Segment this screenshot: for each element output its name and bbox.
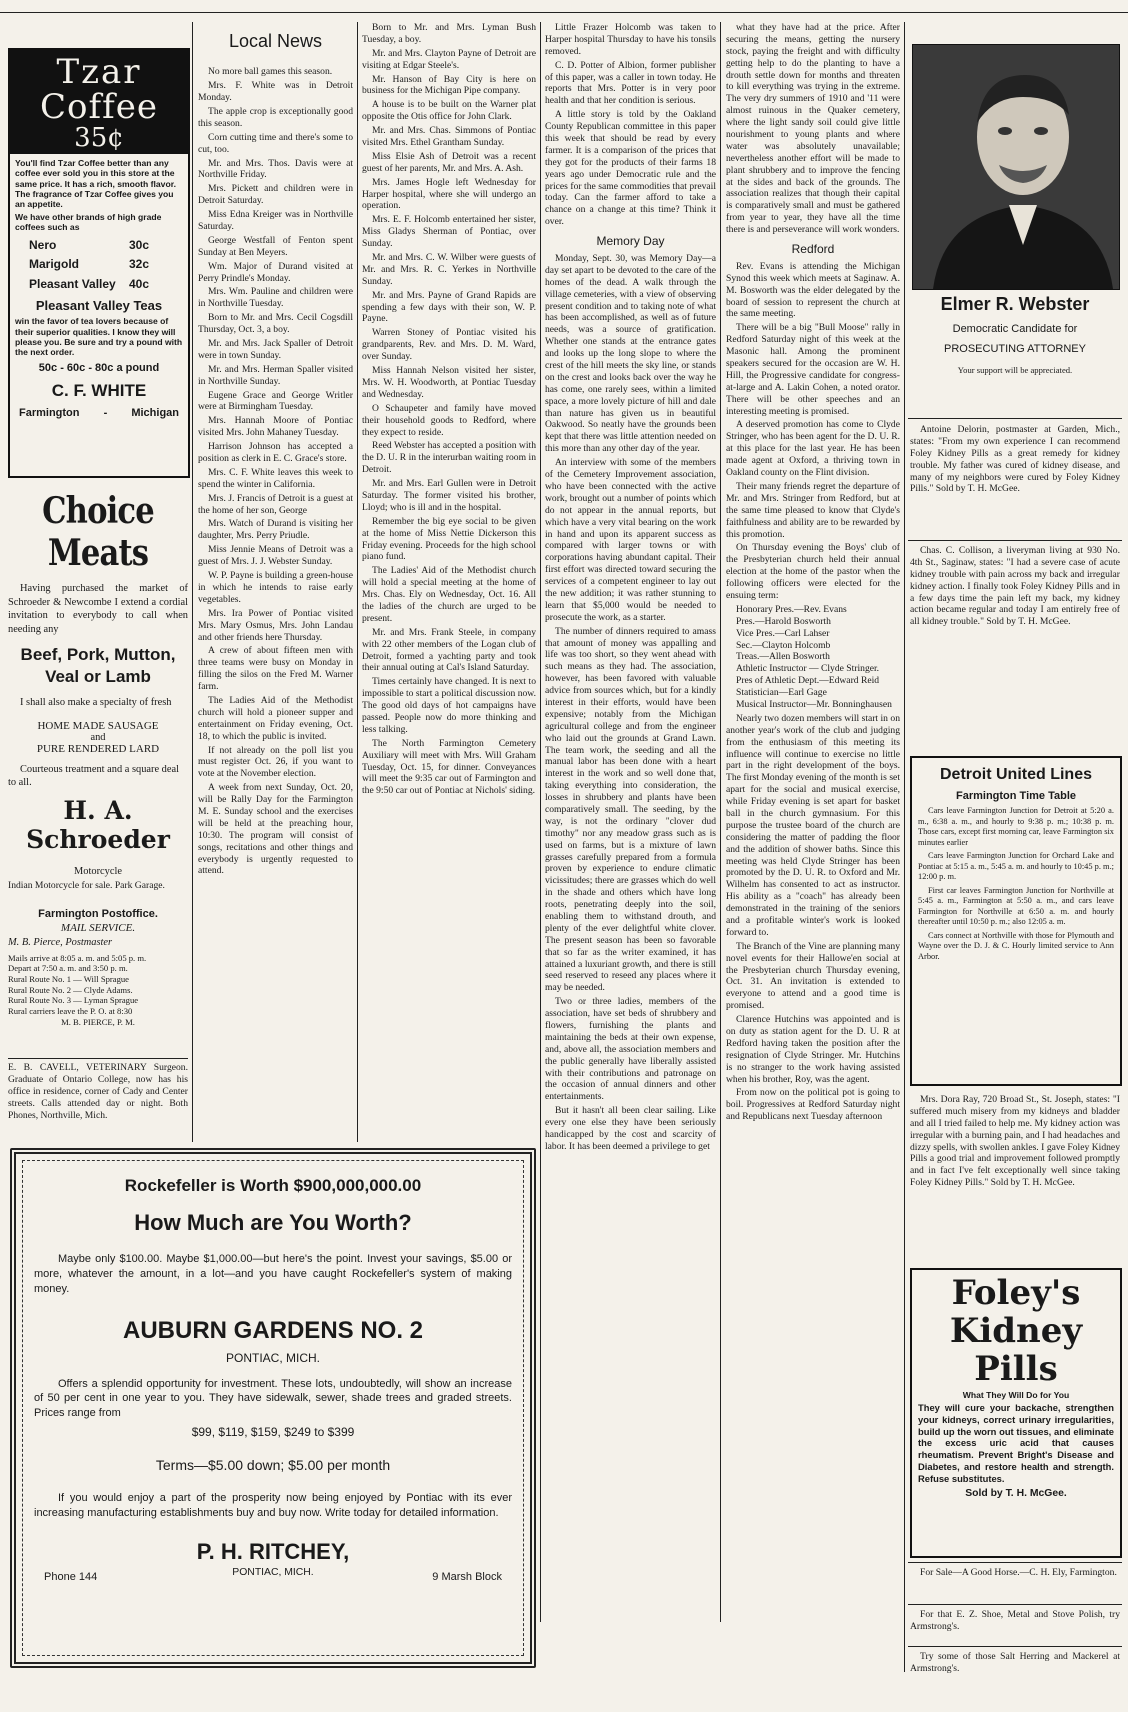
news-item: Mr. and Mrs. Clayton Payne of Detroit are visiting at Edgar Steele's. xyxy=(362,47,536,71)
postoffice-line: Rural Route No. 2 — Clyde Adams. xyxy=(8,984,133,995)
classified-2 xyxy=(910,1609,1120,1643)
column-rule xyxy=(192,22,193,1142)
foley-testimonial-text: Chas. C. Collison, a liveryman living at 930 No. 4th St., Saginaw, states: "I had a severe case of acute kidney trouble with pain across my back and irregular kidney action. I finally took Foley Kidney Pills and in a few days time the pain left my back, my kidney action became regular and today I am entirely free of all kidney trouble." Sold by T. H. McGee. xyxy=(910,545,1120,628)
news-item: Miss Edna Kreiger was in Northville Saturday. xyxy=(198,209,353,232)
auburn-intro: Maybe only $100.00. Maybe $1,000.00—but here's the point. Invest your savings, $5.00 or more, whatever the amount, in a lot—and you have caught Rockefeller's system of making money. xyxy=(34,1253,512,1295)
news-item: Eugene Grace and George Writler were at Birmingham Tuesday. xyxy=(198,389,353,413)
memorial-paragraph: An interview with some of the members of the Cemetery Improvement association, who have been connected with the active work, brought out a number of points which do not appear in the annual reports, but which have a very vital bearing on the work in hand and upon its apparent success as compared with larger towns or with corporations having abundant capital. Their first effort was directed toward securing the services of a competent engineer to lay out the new addition; it was rather stunning to learn that $5,000 would be needed to prosecute the work, as a starter. xyxy=(545,457,716,623)
memorial-heading: Memory Day xyxy=(596,234,665,249)
cavell-notice xyxy=(8,1062,188,1142)
news-item: The Ladies Aid of the Methodist church will hold a pioneer supper and entertainment on Friday evening, Oct. 18, to which the public is invited. xyxy=(198,694,353,742)
redford-item: There will be a big "Bull Moose" rally in Redford Saturday night of this week at the Masonic hall. Among the prominent speakers secured for the occasion are W. H. Hill, the Progressive candidate for congress-at-large and A. Lakin Cohen, a noted orator. There will be other speeches and an interesting meeting is promised. xyxy=(726,322,900,417)
moto-title: Motorcycle xyxy=(74,865,122,877)
webster-support: Your support will be appreciated. xyxy=(957,365,1073,375)
teas-body: win the favor of tea lovers because of their superior qualities. I know they will please you. Be sure and try a pound with the next order. xyxy=(15,316,183,358)
column-rule xyxy=(357,22,358,1142)
news-item: Mrs. James Hogle left Wednesday for Harper hospital, where she will undergo an operation. xyxy=(362,176,536,212)
dul-title: Detroit United Lines xyxy=(939,766,1092,783)
merchant-name: C. F. WHITE xyxy=(51,380,147,400)
memorial-paragraph: Monday, Sept. 30, was Memory Day—a day set apart to be devoted to the care of the homes of the dead. A walk through the village cemeteries, with a view of observing present condition and to taking note of what has been accomplished, as well as of future needs, was a source of gratification. Whether one stands at the entrance gates and looks up the long slope to where the crest of the hill meets the sky line, or stands on the crest and looks back over the way he has come, one rarely sees, within a limited space, a more lovely picture of hill and dale than nature has given us in beautiful Oakwood. So neatly have the grounds been kept that there was little attention needed on this more than any other day of the year. xyxy=(545,253,716,455)
foley-title-2: Kidney xyxy=(949,1311,1083,1351)
dul-paragraph: Cars leave Farmington Junction for Detroit at 5:20 a. m., 6:38 a. m., and hourly to 9:38 p. m.; 10:38 p. m. Those cars, except first morning car, leave Farmington six minutes earlier xyxy=(918,806,1114,847)
officer-line: Honorary Pres.—Rev. Evans xyxy=(736,603,847,615)
brand-price: 32c xyxy=(129,257,150,272)
news-item: If not already on the poll list you must register Oct. 26, if you want to vote at the November election. xyxy=(198,744,353,780)
dul-timetable xyxy=(910,756,1122,1086)
brand-name: Nero xyxy=(29,238,57,253)
postoffice-line: Rural carriers leave the P. O. at 8:30 xyxy=(8,1006,133,1017)
auburn-title: AUBURN GARDENS NO. 2 xyxy=(122,1316,424,1344)
dul-paragraph: First car leaves Farmington Junction for Northville at 5:45 a. m., Farmington at 5:50 a. m., and cars leave Farmington for Northville at 6:50 a. m. and hourly thereafter until 10:50 p. m.; also 12:05 a. m. xyxy=(918,885,1114,926)
dul-subtitle: Farmington Time Table xyxy=(956,790,1076,802)
news-item: Mrs. Watch of Durand is visiting her daughter, Mrs. Perry Priudle. xyxy=(198,518,353,542)
memorial-paragraph: Two or three ladies, members of the association, have set beds of shrubbery and flowers, furnishing the plants and maintaining the beds at their own expense, and, above all, the association members and the public generally have liberally assisted with their contributions and patronage on the occasion of annual dinners and other entertainments. xyxy=(545,996,716,1103)
divider xyxy=(908,418,1122,419)
postoffice-postmaster: M. B. Pierce, Postmaster xyxy=(8,936,113,948)
tzar-body: You'll find Tzar Coffee better than any coffee ever sold you in this store at the same price. It has a rich, smooth flavor. The fragrance of Tzar Coffee gives you an appetite. xyxy=(15,158,176,210)
brand-row xyxy=(29,275,183,294)
divider xyxy=(908,1646,1122,1647)
redford-item: Nearly two dozen members will start in on another year's work of the club and judging from the enthusiasm of this meeting its influence will continue to exercise no little part in the right development of the boys. The first Monday evening of the month is set apart for the social and musical exercise, while Friday evening is set apart for basket ball in the church gymnasium. For this purpose the trustee board of the church are considering the matter of padding the floor and the addition of shower baths. Since this meeting was held Clyde Stringer has been promoted by the D. U. R. to Oxford and Mr. Wilhelm has consented to act as instructor. His ability as a "coach" has already been demonstrated in the training of the seniors and a profitable winter's work is looked forward to. xyxy=(726,712,900,938)
local-news-heading: Local News xyxy=(228,31,323,51)
news-item: Mrs. Wm. Pauline and children were in Northville Tuesday. xyxy=(198,286,353,310)
postoffice-box xyxy=(8,908,188,1048)
divider xyxy=(908,1562,1122,1563)
news-item: Born to Mr. and Mrs. Cecil Cogsdill Thursday, Oct. 3, a boy. xyxy=(198,312,353,336)
auburn-closing: If you would enjoy a part of the prosperity now being enjoyed by Pontiac with its ever increasing manufacturing establishments buy and buy now. Write today for detailed information. xyxy=(34,1492,512,1519)
memorial-paragraph: The number of dinners required to amass that amount of money was appalling and life was too short, so they went ahead with such means as they had. The association, however, has been favored with valuable advice from sources which, but for a kindly interest in their efforts, would have been expensive; notably from the Michigan agricultural college and from the engineer who laid out the grounds at Grand Lawn. The team work, the seeding and all the manual labor has been done with a heart interest in the work and so well done that, taking everything into consideration, the losses in shrubbery and plants have been comparatively small. The seeding, by the way, is not the ordinary "clover dud timothy" nor any meadow grass such as is used on farms, but is a mixture of lawn grasses carefully prepared from a formula proven by experience to endure climatic vicissitudes; there are grasses which do well in the shade and others which have long roots, penetrating deeply into the soil, enabling them to withstand drouth, and plenty of the ever delightful white clover. The present season has been so favorable that so far as the writer examined, it has attained a luxuriant growth, and there is still seed reserved to reseed any places where it may be needed. xyxy=(545,625,716,994)
news-item: Miss Elsie Ash of Detroit was a recent guest of her parents, Mr. and Mrs. A. Ash. xyxy=(362,150,536,174)
officer-line: Statistician—Earl Gage xyxy=(736,687,827,699)
officer-line: Vice Pres.—Carl Lahser xyxy=(736,627,830,639)
news-item: The North Farmington Cemetery Auxiliary will meet with Mrs. Will Graham Tuesday, Oct. 15, for dinner. Conveyances will meet the 9:35 car out of Farmington and the 9:50 car out of Pontiac at Nichols' siding. xyxy=(362,737,536,797)
brand-price: 40c xyxy=(129,276,150,291)
news-item: Wm. Major of Durand visited at Perry Prindle's Monday. xyxy=(198,260,353,284)
news-item: O Schaupeter and family have moved their household goods to Redford, where they expect to reside. xyxy=(362,402,536,438)
news-item: Mrs. Pickett and children were in Detroit Saturday. xyxy=(198,183,353,207)
redford-item: The Branch of the Vine are planning many novel events for their Hallowe'en social at the Presbyterian church Thursday evening, Oct. 31. An invitation is extended to everyone to attend and a good time is promised. xyxy=(726,940,900,1012)
news-item: Miss Hannah Nelson visited her sister, Mrs. W. H. Woodworth, at Pontiac Tuesday and Wednesday. xyxy=(362,365,536,400)
top-rule xyxy=(0,12,1128,13)
dul-paragraph: Cars leave Farmington Junction for Orchard Lake and Pontiac at 5:15 a. m., 5:45 a. m. and hourly to 10:45 p. m.; 12:00 p. m. xyxy=(918,851,1114,881)
brand-row xyxy=(29,236,183,255)
news-item: The apple crop is exceptionally good this season. xyxy=(198,105,353,129)
foley-testimonial-1 xyxy=(910,424,1120,538)
moto-body: Indian Motorcycle for sale. Park Garage. xyxy=(8,879,165,891)
meats-list: Beef, Pork, Mutton, Veal or Lamb xyxy=(20,645,176,687)
officer-line: Treas.—Allen Bosworth xyxy=(736,651,830,663)
officer-line: Sec.—Clayton Holcomb xyxy=(736,639,831,651)
news-item: Mr. and Mrs. Herman Spaller visited in Northville Sunday. xyxy=(198,363,353,387)
news-item: A house is to be built on the Warner plat opposite the Otis office for John Clark. xyxy=(362,99,536,123)
redford-item: A deserved promotion has come to Clyde Stringer, who has been agent for the D. U. R. at this place for the last year. He has been made agent at Oxford, a thriving town in Oakland county on the Flint division. xyxy=(726,419,900,479)
webster-ad xyxy=(908,294,1122,414)
meats-special: I shall also make a specialty of fresh xyxy=(20,697,172,709)
meats-item-1: HOME MADE SAUSAGE xyxy=(37,719,159,732)
news-item: Warren Stoney of Pontiac visited his grandparents, Rev. and Mrs. D. M. Ward, over Sunday. xyxy=(362,327,536,363)
news-item: A crew of about fifteen men with three teams were busy on Monday in filling the silos on the Fred M. Warner farm. xyxy=(198,645,353,693)
local-news-col-3 xyxy=(545,22,716,1622)
foley-subtitle: What They Will Do for You xyxy=(962,1390,1070,1400)
classified-text: For that E. Z. Shoe, Metal and Stove Polish, try Armstrong's. xyxy=(910,1609,1120,1632)
meats-title: Choice Meats xyxy=(42,490,154,574)
foley-body: They will cure your backache, strengthen your kidneys, correct urinary irregularities, build up the worn out tissues, and eliminate the excess uric acid that causes rheumatism. Prevent Bright's Disease and Diabetes, and restore health and strength. Refuse substitutes. xyxy=(918,1402,1114,1484)
auburn-prices: $99, $119, $159, $249 to $399 xyxy=(191,1425,355,1440)
news-item: No more ball games this season. xyxy=(208,66,333,78)
meats-item-2: PURE RENDERED LARD xyxy=(36,742,160,755)
redford-heading: Redford xyxy=(791,242,835,257)
news-item: Little Frazer Holcomb was taken to Harper hospital Thursday to have his tonsils removed. xyxy=(545,22,716,57)
postoffice-line: Rural Route No. 3 — Lyman Sprague xyxy=(8,995,139,1006)
meats-intro: Having purchased the market of Schroeder & Newcombe I extend a cordial invitation to everybody to call when needing any xyxy=(8,583,188,635)
postoffice-sub: MAIL SERVICE. xyxy=(60,921,136,934)
news-item: W. P. Payne is building a green-house in which he intends to raise early vegetables. xyxy=(198,570,353,605)
webster-name: Elmer R. Webster xyxy=(940,294,1090,314)
local-news-col-1 xyxy=(198,22,353,1142)
merchant-state: Michigan xyxy=(131,407,179,420)
meats-owner: H. A. Schroeder xyxy=(26,795,170,854)
officer-line: Pres.—Harold Bosworth xyxy=(736,615,831,627)
tzar-coffee-ad: Tzar Coffee 35¢ You'll find Tzar Coffee better than any coffee ever sold you in this store at the same price. It has a rich, smooth flavor. The fragrance of Tzar Coffee gives you an appetite. We have other brands of high grade coffees such as Nero 30c Marigold 32c Pleasant Valley 40c Pleasant Valley Teas win the favor of tea lovers because of their superior qualities. I know they will please you. Be sure and try a pound with the next order. 50c - 60c - 80c a pound C. F. WHITE Farmington - Michigan xyxy=(8,48,190,478)
postoffice-line: Mails arrive at 8:05 a. m. and 5:05 p. m. xyxy=(8,952,147,963)
cavell-text: E. B. CAVELL, VETERINARY Surgeon. Graduate of Ontario College, now has his office in residence, corner of Cady and Center streets. Calls attended day or night. Both Phones, Northville, Mich. xyxy=(8,1062,188,1121)
brand-name: Marigold xyxy=(29,257,79,272)
news-item: Mrs. Ira Power of Pontiac visited Mrs. Mary Osmus, Mrs. John Landau and other friends here Thursday. xyxy=(198,607,353,643)
memorial-paragraph: But it hasn't all been clear sailing. Like every one else they have been seriously handicapped by the cost and scarcity of labor. It has been deemed a privilege to get xyxy=(545,1105,716,1152)
tzar-title-1: Tzar xyxy=(56,52,142,92)
foley-title-3: Pills xyxy=(974,1349,1058,1389)
news-item: A week from next Sunday, Oct. 20, will be Rally Day for the Farmington M. E. Sunday school and the exercises will be held at the preaching hour, 10:30. The program will consist of songs, recitations and other things and everybody is urgently requested to attend. xyxy=(198,782,353,877)
tzar-banner xyxy=(10,50,188,154)
postoffice-line: Depart at 7:50 a. m. and 3:50 p. m. xyxy=(8,963,128,974)
news-item: Mr. and Mrs. Thos. Davis were at Northville Friday. xyxy=(198,157,353,181)
foley-testimonial-2 xyxy=(910,545,1120,745)
portrait-image xyxy=(913,45,1119,289)
divider xyxy=(908,540,1122,541)
news-item: Mrs. Hannah Moore of Pontiac visited Mrs. John Mahaney Tuesday. xyxy=(198,415,353,439)
tzar-title-2: Coffee xyxy=(40,87,158,127)
webster-line-1: Democratic Candidate for xyxy=(952,323,1078,335)
foley-testimonial-text: Mrs. Dora Ray, 720 Broad St., St. Joseph, states: "I suffered much misery from my kidneys and bladder and all I tried failed to help me. My kidney action was irregular with a burning pain, and I had headaches and dizzy spells, with swollen ankles. I gave Foley Kidney Pills a good trial and improvement followed promptly and in fact I've felt exceptionally well since taking Foley Kidney Pills." Sold by T. H. McGee. xyxy=(910,1094,1120,1189)
auburn-address: 9 Marsh Block xyxy=(432,1570,502,1583)
news-item: The Ladies' Aid of the Methodist church will hold a special meeting at the home of Mrs. Chas. Ely on Wednesday, Oct. 16. All the ladies of the church are urged to be present. xyxy=(362,565,536,624)
news-item: Born to Mr. and Mrs. Lyman Bush Tuesday, a boy. xyxy=(362,22,536,45)
news-item: C. D. Potter of Albion, former publisher of this paper, was a caller in town today. He reports that Mrs. Potter is in very poor health and that her condition is serious. xyxy=(545,59,716,107)
auburn-city: PONTIAC, MICH. xyxy=(225,1350,320,1365)
news-item: Harrison Johnson has accepted a position as clerk in E. C. Grace's store. xyxy=(198,441,353,465)
news-item: Mrs. F. White was in Detroit Monday. xyxy=(198,80,353,104)
tzar-brands-intro: We have other brands of high grade coffees such as xyxy=(15,211,162,232)
auburn-phone: Phone 144 xyxy=(44,1570,98,1583)
news-item: Mr. and Mrs. Chas. Simmons of Pontiac visited Mrs. Ethel Grantham Sunday. xyxy=(362,125,536,149)
column-rule xyxy=(540,22,541,1622)
dul-paragraph: Cars connect at Northville with those for Plymouth and Wayne over the D. J. & C. Hourly limited service to Ann Arbor. xyxy=(918,930,1114,961)
news-item: Remember the big eye social to be given at the home of Miss Nettie Dickerson this Friday evening. Proceeds for the high school piano fund. xyxy=(362,515,536,563)
news-item: Mrs. C. F. White leaves this week to spend the winter in California. xyxy=(198,466,353,490)
auburn-terms: Terms—$5.00 down; $5.00 per month xyxy=(155,1457,391,1474)
column-rule xyxy=(904,22,905,1672)
news-item: Mr. and Mrs. Earl Gullen were in Detroit Saturday. The former visited his brother, Lloyd; who is ill and in the hospital. xyxy=(362,478,536,513)
redford-item: From now on the political pot is going to boil. Progressives at Redford Saturday night and Republicans next Tuesday afternoon xyxy=(726,1087,900,1123)
auburn-seller-city: PONTIAC, MICH. xyxy=(232,1566,314,1578)
news-item: Mr. and Mrs. C. W. Wilber were guests of Mr. and Mrs. R. C. Yerkes in Northville Sunday. xyxy=(362,252,536,287)
teas-title: Pleasant Valley Teas xyxy=(35,297,163,313)
news-item: Mrs. E. F. Holcomb entertained her sister, Miss Gladys Sherman of Pontiac, over Sunday. xyxy=(362,214,536,250)
redford-item: On Thursday evening the Boys' club of the Presbyterian church held their annual election at the home of the pastor when the following officers were elected for the ensuing term: xyxy=(726,542,900,601)
classified-text: For Sale—A Good Horse.—C. H. Ely, Farmington. xyxy=(920,1567,1117,1578)
news-item: Corn cutting time and there's some to cut, too. xyxy=(198,131,353,155)
news-item: A little story is told by the Oakland County Republican committee in this paper this week that should be read by every farmer. It is a comparison of the prices that they got for the products of their farms 18 years ago under Democratic rule and the prices for the same commodities that prevail today. Can the farmer afford to take a chance on a change at this time? Think it over. xyxy=(545,109,716,228)
brand-row xyxy=(29,255,183,274)
divider xyxy=(908,1604,1122,1605)
redford-col xyxy=(726,22,900,1662)
foley-kidney-pills-ad xyxy=(910,1268,1122,1558)
postoffice-line: Rural Route No. 1 — Will Sprague xyxy=(8,973,129,984)
classified-text: Try some of those Salt Herring and Mackerel at Armstrong's. xyxy=(910,1651,1120,1674)
news-item: Mr. Hanson of Bay City is here on business for the Michigan Pipe company. xyxy=(362,73,536,97)
meats-and: and xyxy=(90,731,106,743)
redford-item: Rev. Evans is attending the Michigan Synod this week which meets at Saginaw. A. M. Bosworth was the elder delegated by the board of session to represent the church at the same meeting. xyxy=(726,260,900,320)
auburn-gardens-ad xyxy=(10,1148,536,1668)
postoffice-line: M. B. PIERCE, P. M. xyxy=(61,1016,135,1027)
foley-sold: Sold by T. H. McGee. xyxy=(965,1488,1067,1500)
redford-item: Their many friends regret the departure of Mr. and Mrs. Stringer from Redford, but at the same time pleased to know that Clyde's faithfulness and ability are to be rewarded by this promotion. xyxy=(726,480,900,540)
redford-item: Clarence Hutchins was appointed and is on duty as station agent for the D. U. R at Redford having taken the position after the resignation of Clyde Stringer. Mr. Hutchins is no stranger to the work having assisted when his brother, Roy, was the agent. xyxy=(726,1014,900,1085)
brand-name: Pleasant Valley xyxy=(29,276,116,291)
news-item: Mr. and Mrs. Payne of Grand Rapids are spending a few days with their son, W. P. Payne. xyxy=(362,289,536,325)
merchant-town: Farmington xyxy=(19,407,80,420)
auburn-headline-1: Rockefeller is Worth $900,000,000.00 xyxy=(124,1176,422,1195)
foley-title-1: Foley's xyxy=(951,1273,1081,1313)
meats-closing: Courteous treatment and a square deal to all. xyxy=(8,763,179,789)
auburn-headline-2: How Much are You Worth? xyxy=(134,1210,412,1235)
news-item: George Westfall of Fenton spent Sunday at Ben Meyers. xyxy=(198,234,353,258)
news-item: Mrs. J. Francis of Detroit is a guest at the home of her son, George xyxy=(198,492,353,516)
divider xyxy=(8,1058,188,1059)
news-item: Times certainly have changed. It is next to impossible to start a political discussion now. The good old days of hot campaigns have passed. People now do more thinking and less talking. xyxy=(362,676,536,735)
officer-line: Athletic Instructor — Clyde Stringer. xyxy=(736,663,880,675)
choice-meats-ad xyxy=(8,490,188,900)
foley-testimonial-3 xyxy=(910,1094,1120,1234)
classified-1 xyxy=(910,1567,1120,1601)
news-item: Reed Webster has accepted a position with the D. U. R in the interurban waiting room in Detroit. xyxy=(362,440,536,476)
news-item: Mr. and Mrs. Jack Spaller of Detroit were in town Sunday. xyxy=(198,338,353,361)
postoffice-title: Farmington Postoffice. xyxy=(38,908,158,920)
memorial-paragraph: what they have had at the price. After securing the means, getting the nursery stock, paying the freight and with difficulty getting help to do the planting to have a drouth settle down for months and threaten to kill everything was trying in the extreme. The very dry summers of 1910 and '11 were almost ruinous in the Quaker cemetery, where the light sandy soil could give little nourishment to young plants and where water was absolutely unavailable; nevertheless another effort will be made to plant shrubbery and to improve the fencing at the sides and back of the grounds. The association realizes that though their capital is comparatively small and must be gathered from year to year, they have all the time there is and perseverance will work wonders. xyxy=(726,22,900,236)
officer-line: Pres of Athletic Dept.—Edward Reid xyxy=(736,675,880,687)
brand-price: 30c xyxy=(129,238,150,253)
news-item: Miss Jennie Means of Detroit was a guest of Mrs. J. J. Webster Sunday. xyxy=(198,544,353,568)
teas-prices: 50c - 60c - 80c a pound xyxy=(38,361,160,374)
officer-line: Musical Instructor—Mr. Bonninghausen xyxy=(736,698,892,710)
foley-testimonial-text: Antoine Delorin, postmaster at Garden, Mich., states: "From my own experience I can recommend Foley Kidney Pills as a great remedy for kidney trouble. My father was cured of kidney disease, and many of my neighbors were cured by Foley Kidney Pills." Sold by T. H. McGee. xyxy=(910,424,1120,495)
classified-3 xyxy=(910,1651,1120,1685)
webster-portrait xyxy=(912,44,1120,290)
webster-line-2: PROSECUTING ATTORNEY xyxy=(943,343,1086,355)
column-rule xyxy=(720,22,721,1622)
local-news-col-2 xyxy=(362,22,536,1142)
tzar-price: 35¢ xyxy=(74,123,124,153)
auburn-offer: Offers a splendid opportunity for investment. These lots, undoubtedly, will show an increase of 50 per cent in one year to you. They have sidewalk, sewer, shade trees and graded streets. Prices range from xyxy=(34,1377,512,1420)
news-item: Mr. and Mrs. Frank Steele, in company with 22 other members of the Logan club of Detroit, formed a yachting party and took their annual outing at Cal's Island Saturday. xyxy=(362,626,536,674)
auburn-seller: P. H. RITCHEY, xyxy=(196,1538,350,1564)
